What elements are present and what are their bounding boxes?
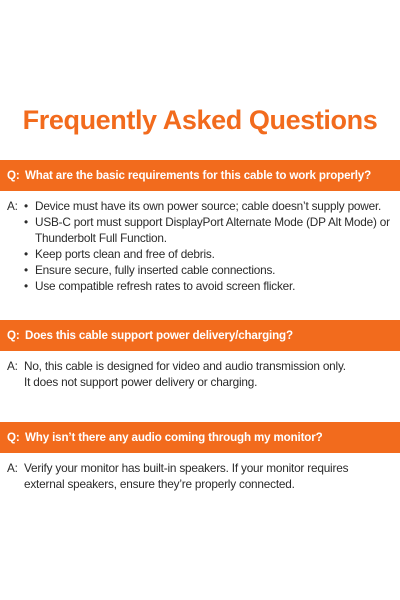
answer-body bbox=[24, 460, 396, 492]
answer-label: A: bbox=[7, 199, 18, 213]
answer-label: A: bbox=[7, 359, 18, 373]
answer-body bbox=[24, 358, 396, 390]
answer-bullet bbox=[24, 278, 396, 294]
bullet-text: USB-C port must support DisplayPort Alternate Mode (DP Alt Mode) or Thunderbolt Full Function. bbox=[35, 215, 390, 245]
faq-question-bar bbox=[0, 422, 400, 453]
answer-line: external speakers, ensure they’re properly connected. bbox=[24, 477, 295, 491]
question-label: Q: bbox=[7, 431, 20, 444]
faq-question-bar bbox=[0, 320, 400, 351]
answer-bullet-list bbox=[24, 198, 396, 294]
bullet-icon: • bbox=[24, 199, 28, 213]
answer-label: A: bbox=[7, 461, 18, 475]
answer-bullet bbox=[24, 262, 396, 278]
bullet-icon: • bbox=[24, 263, 28, 277]
answer-line: It does not support power delivery or charging. bbox=[24, 375, 258, 389]
bullet-icon: • bbox=[24, 247, 28, 261]
question-label: Q: bbox=[7, 329, 20, 342]
bullet-text: Device must have its own power source; cable doesn’t supply power. bbox=[35, 199, 382, 213]
question-text: Does this cable support power delivery/charging? bbox=[25, 329, 293, 342]
bullet-text: Ensure secure, fully inserted cable connections. bbox=[35, 263, 276, 277]
question-text: What are the basic requirements for this cable to work properly? bbox=[25, 169, 372, 182]
question-text: Why isn’t there any audio coming through my monitor? bbox=[25, 431, 323, 444]
answer-line: Verify your monitor has built-in speakers. If your monitor requires bbox=[24, 461, 349, 475]
question-label: Q: bbox=[7, 169, 20, 182]
answer-bullet bbox=[24, 214, 396, 246]
answer-bullet bbox=[24, 246, 396, 262]
bullet-text: Use compatible refresh rates to avoid screen flicker. bbox=[35, 279, 296, 293]
answer-line: No, this cable is designed for video and audio transmission only. bbox=[24, 359, 346, 373]
bullet-icon: • bbox=[24, 279, 28, 293]
answer-bullet bbox=[24, 198, 396, 214]
bullet-icon: • bbox=[24, 215, 28, 229]
faq-question-bar bbox=[0, 160, 400, 191]
answer-body bbox=[24, 198, 396, 294]
bullet-text: Keep ports clean and free of debris. bbox=[35, 247, 215, 261]
faq-title: Frequently Asked Questions bbox=[22, 105, 378, 135]
